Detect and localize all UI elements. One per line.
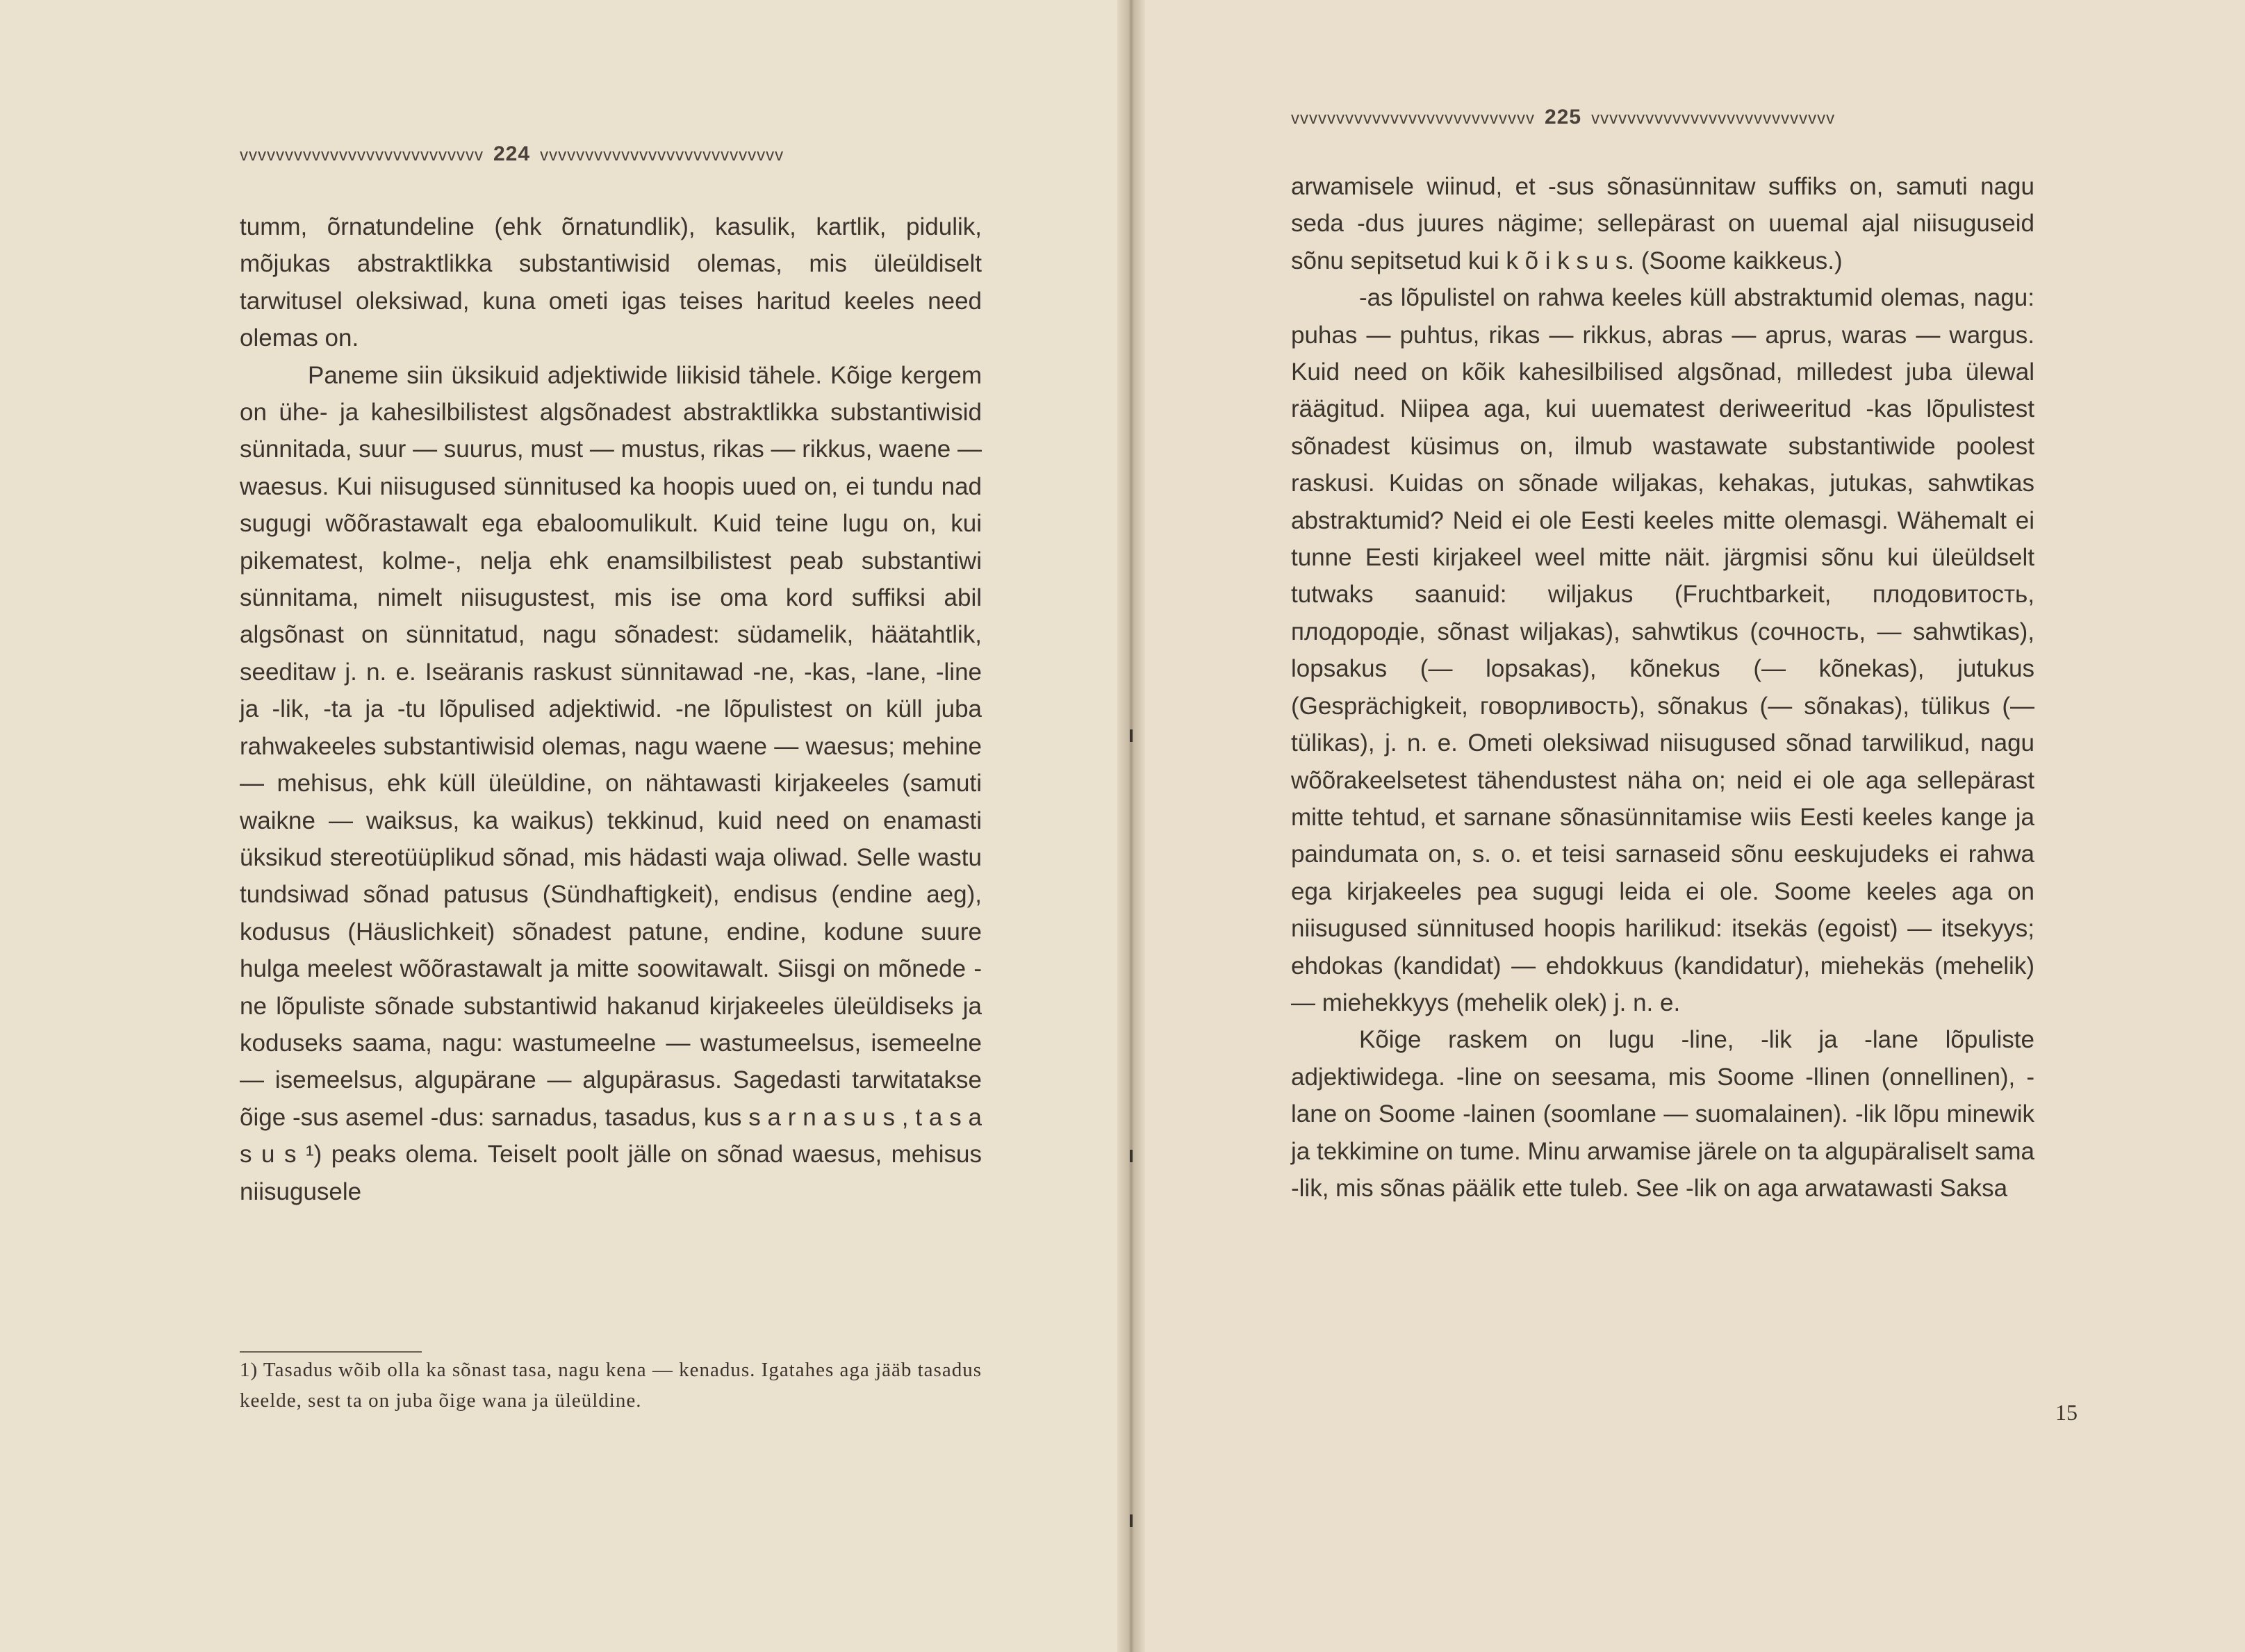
paragraph: tumm, õrnatundeline (ehk õrnatundlik), kasulik, kartlik, pidulik, mõjukas abstraktlikka substantiwisid olemas, mis üleüldiselt tarwitusel oleksiwad, kuna ometi igas teises haritud keeles need olemas on. xyxy=(240,213,982,352)
running-head-right xyxy=(1291,106,1835,129)
ornament: vvvvvvvvvvvvvvvvvvvvvvvvvvv xyxy=(240,146,484,165)
footnote-rule xyxy=(240,1351,422,1353)
running-head-left xyxy=(240,142,784,166)
ornament: vvvvvvvvvvvvvvvvvvvvvvvvvvv xyxy=(540,146,784,165)
ornament: vvvvvvvvvvvvvvvvvvvvvvvvvvv xyxy=(1291,109,1535,128)
body-text xyxy=(240,208,982,1210)
ornament: vvvvvvvvvvvvvvvvvvvvvvvvvvv xyxy=(1591,109,1836,128)
footnote: 1) Tasadus wõib olla ka sõnast tasa, nagu kena — kenadus. Igatahes aga jääb tasadus keelde, sest ta on juba õige wana ja üleüldine. xyxy=(240,1359,982,1412)
paragraph: Kõige raskem on lugu -line, -lik ja -lane lõpuliste adjektiwidega. -line on seesama, mis Soome -llinen (onnellinen), -lane on Soome -lainen (soomlane — suomalainen). -lik lõpu minewik ja tekkimine on tume. Minu arwamise järele on ta algupäraliselt sama -lik, mis sõnas päälik ette tuleb. See -lik on aga arwatawasti Saksa xyxy=(1291,1026,2034,1202)
binding-stitch xyxy=(1130,729,1133,742)
paragraph: arwamisele wiinud, et -sus sõnasünnitaw suffiks on, samuti nagu seda -dus juures nägime; sellepärast on uuemal ajal niisuguseid sõnu sepitsetud kui k õ i k s u s. (Soome kaikkeus.) xyxy=(1291,173,2034,274)
signature-mark: 15 xyxy=(2055,1400,2078,1425)
body-text xyxy=(1291,168,2034,1207)
right-page xyxy=(1131,0,2245,1652)
paragraph: -as lõpulistel on rahwa keeles küll abstraktumid olemas, nagu: puhas — puhtus, rikas — rikkus, abras — aprus, waras — wargus. Kuid need on kõik kahesilbilised algsõnad, milledest juba ülewal räägitud. Niipea aga, kui uuematest deriweeritud -kas lõpulistest sõnadest küsimus on, ilmub wastawate substantiwide poolest raskusi. Kuidas on sõnade wiljakas, kehakas, jutukas, sahwtikas abstraktumid? Neid ei ole Eesti keeles mitte olemasgi. Wähemalt ei tunne Eesti kirjakeel weel mitte näit. järgmisi sõnu kui üleüldselt tutwaks saanuid: wiljakus (Fruchtbarkeit, плодовитость, плодородiе, sõnast wiljakas), sahwtikus (сочность, — sahwtikas), lopsakus (— lopsakas), kõnekus (— kõnekas), jutukus (Gesprächigkeit, говорливость), sõnakus (— sõnakas), tülikus (— tülikas), j. n. e. Ometi oleksiwad niisugused sõnad tarwilikud, nagu wõõrakeelsetest tähendustest näha on; neid ei ole aga sellepärast mitte tehtud, et sarnane sõnasünnitamise wiis Eesti keeles kange ja paindumata on, s. o. et teisi sarnaseid sõnu eeskujudeks ei rahwa ega kirjakeeles pea sugugi leida ei ole. Soome keeles aga on niisugused sünnitused hoopis harilikud: itsekäs (egoist) — itsekyys; ehdokas (kandidat) — ehdokkuus (kandidatur), miehekäs (mehelik) — miehekkyys (mehelik olek) j. n. e. xyxy=(1291,284,2034,1016)
binding-stitch xyxy=(1130,1514,1133,1527)
binding-stitch xyxy=(1130,1150,1133,1162)
book-gutter xyxy=(1117,0,1145,1652)
page-number: 225 xyxy=(1545,106,1582,129)
page-number: 224 xyxy=(493,142,531,165)
paragraph: Paneme siin üksikuid adjektiwide liikisid tähele. Kõige kergem on ühe- ja kahesilbilistest algsõnadest abstraktlikka substantiwisid sünnitada, suur — suurus, must — mustus, rikas — rikkus, waene — waesus. Kui niisugused sünnitused ka hoopis uued on, ei tundu nad sugugi wõõrastawalt ega ebaloomulikult. Kuid teine lugu on, kui pikematest, kolme-, nelja ehk enamsilbilistest peab substantiwi sünnitama, nimelt niisugustest, mis ise oma kord suffiksi abil algsõnast on sünnitatud, nagu sõnadest: südamelik, häätahtlik, seeditaw j. n. e. Iseäranis raskust sünnitawad -ne, -kas, -lane, -line ja -lik, -ta ja -tu lõpulised adjektiwid. -ne lõpulistest on küll juba rahwakeeles substantiwisid olemas, nagu waene — waesus; mehine — mehisus, ehk küll üleüldine, on nähtawasti kirjakeeles (samuti waikne — waiksus, ka waikus) tekkinud, kuid need on enamasti üksikud stereotüüplikud sõnad, mis hädasti waja oliwad. Selle wastu tundsiwad sõnad patusus (Sündhaftigkeit), endisus (endine aeg), kodusus (Häuslichkeit) sõnadest patune, endine, kodune suure hulga meelest wõõrastawalt ja mitte soowitawalt. Siisgi on mõnede -ne lõpuliste sõnade substantiwid hakanud kirjakeeles üleüldiseks ja koduseks saama, nagu: wastumeelne — wastumeelsus, isemeelne — isemeelsus, algupärane — algupärasus. Sagedasti tarwitatakse õige -sus asemel -dus: sarnadus, tasadus, kus s a r n a s u s , t a s a s u s ¹) peaks olema. Teiselt poolt jälle on sõnad waesus, mehisus niisugusele xyxy=(240,361,982,1205)
